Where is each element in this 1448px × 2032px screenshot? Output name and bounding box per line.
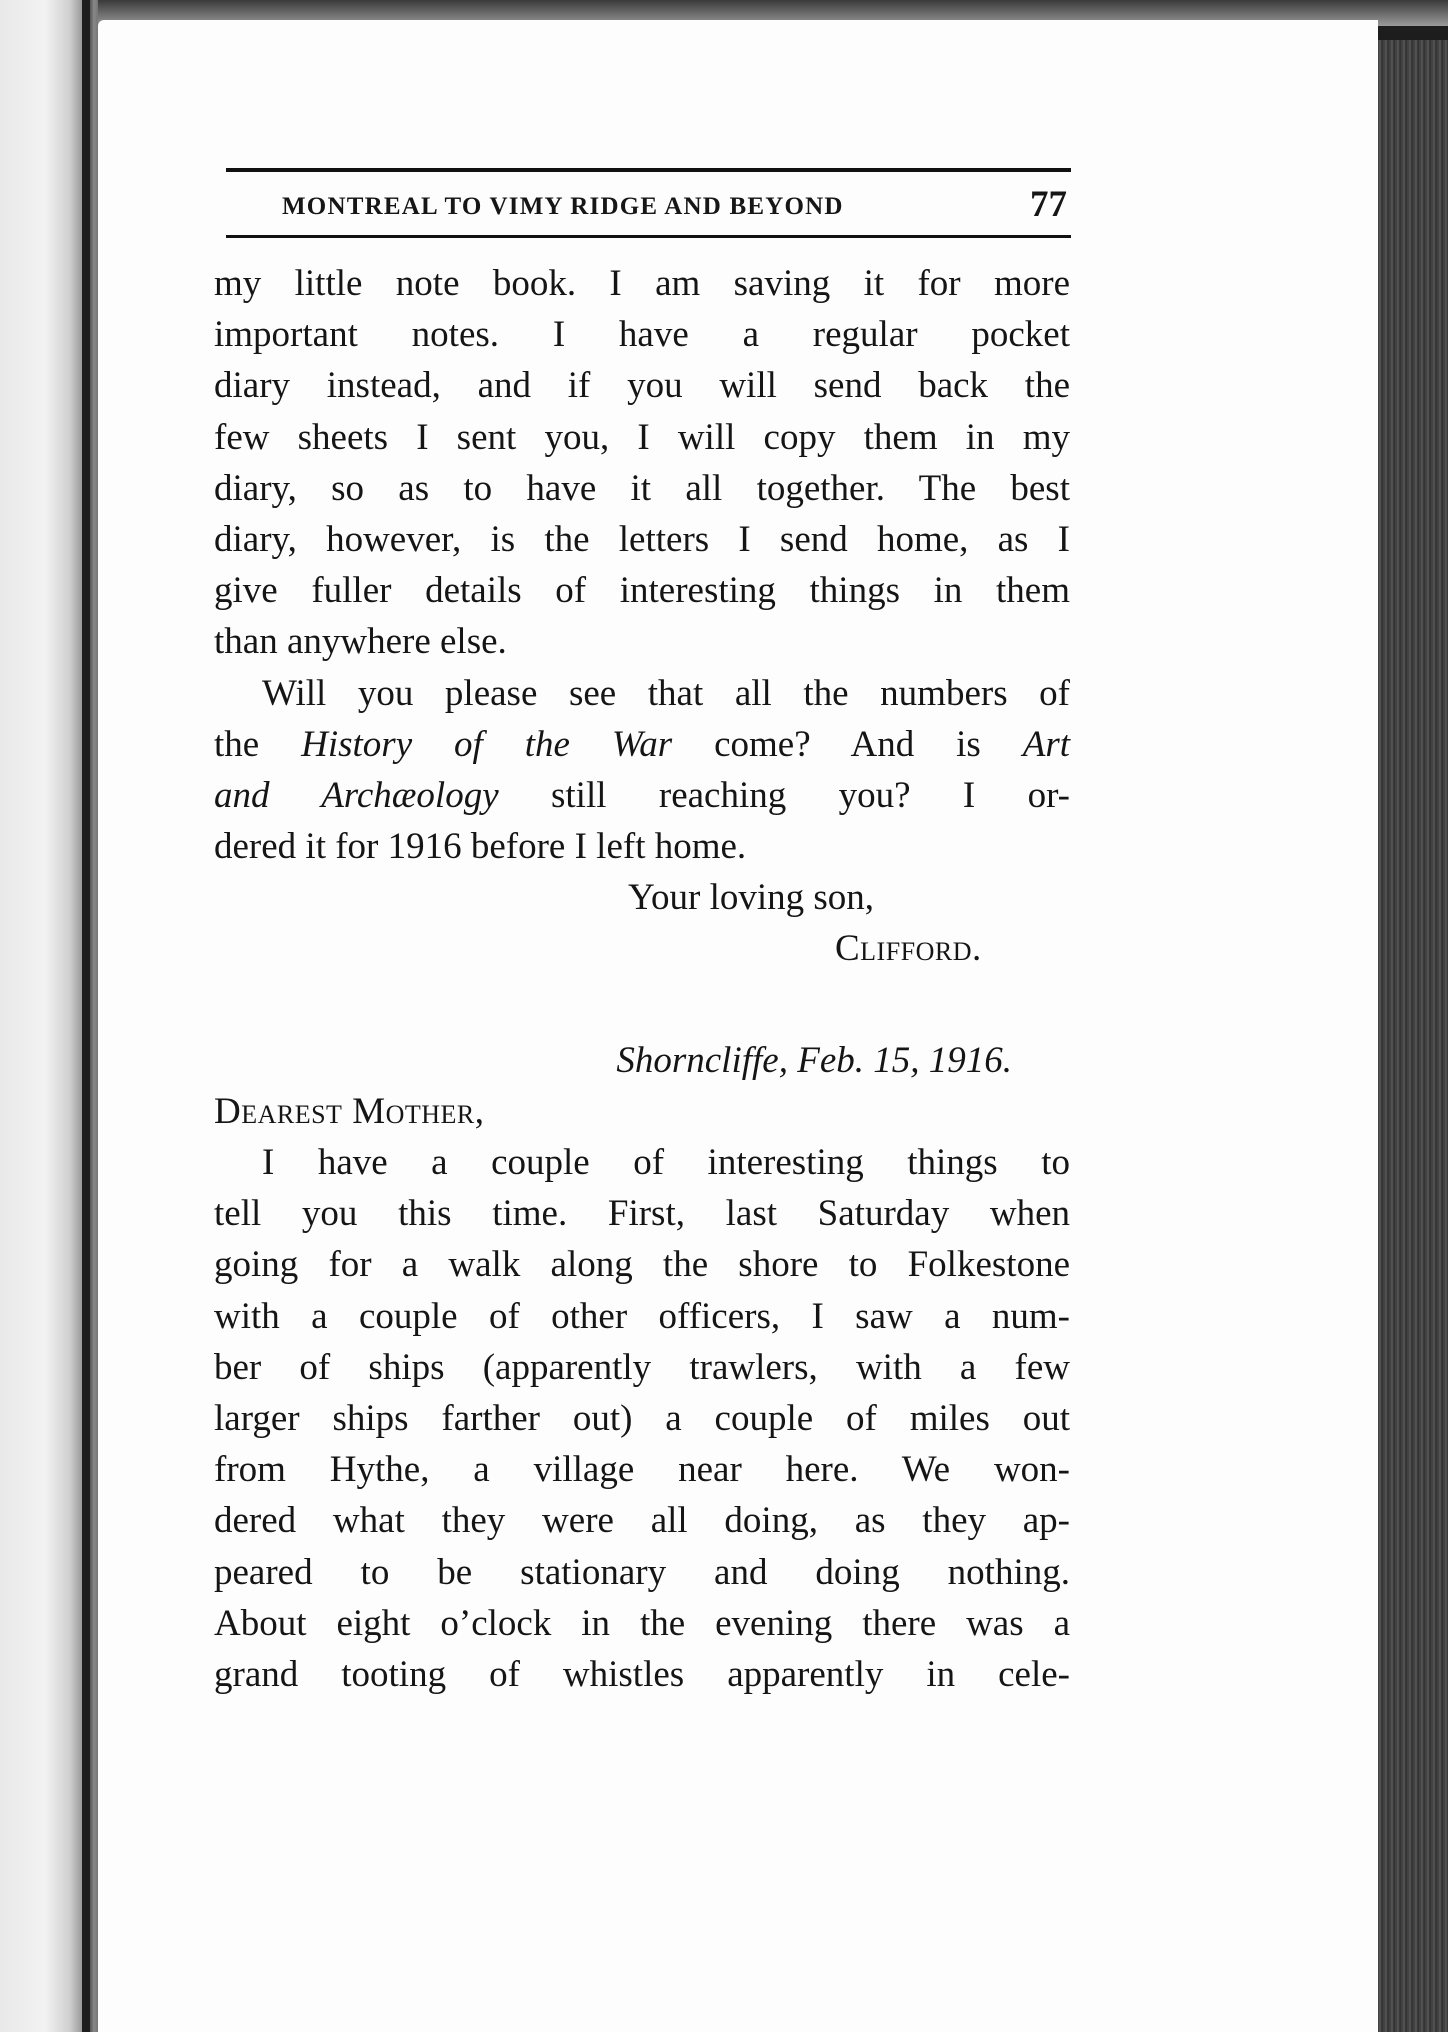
text-run: the [214,723,302,765]
text-line: grand tooting of whistles apparently in cele- [214,1653,1070,1695]
text-line: diary, however, is the letters I send home, as I [214,518,1070,560]
text-line: my little note book. I am saving it for more [214,263,1070,304]
page-number: 77 [1030,184,1067,225]
header-rule-bottom [226,235,1071,238]
periodical-title-part: Art [1022,723,1071,765]
text-line: I have a couple of interesting things to [262,1142,1070,1183]
text-line: with a couple of other officers, I saw a num- [214,1295,1070,1337]
text-line: diary instead, and if you will send back the [214,365,1070,407]
letter-closing: Your loving son, [628,877,875,919]
running-head [226,185,1071,231]
text-line: important notes. I have a regular pocket [214,314,1070,356]
text-line: peared to be stationary and doing nothing. [214,1551,1070,1593]
text-line: from Hythe, a village near here. We won- [214,1449,1070,1491]
text-run: come? And is [672,723,1023,765]
text-line: diary, so as to have it all together. The best [214,467,1070,509]
text-run: still reaching you? I or- [498,774,1070,816]
running-title: MONTREAL TO VIMY RIDGE AND BEYOND [282,193,844,220]
letter-salutation: Dearest Mother, [214,1090,485,1132]
text-line: going for a walk along the shore to Folkestone [214,1244,1070,1286]
periodical-title-part: and Archæology [214,774,499,816]
text-line: few sheets I sent you, I will copy them in my [214,416,1070,458]
text-line: give fuller details of interesting things in them [214,570,1070,612]
text-line: About eight o’clock in the evening there was a [214,1602,1070,1644]
text-line: dered what they were all doing, as they ap- [214,1500,1070,1542]
page-stack-edge [1378,40,1448,2032]
text-line: than anywhere else. [214,621,507,663]
letter-signature: Clifford. [835,928,982,970]
section-gap [214,975,1070,1035]
text-line: dered it for 1916 before I left home. [214,826,747,868]
text-line: ber of ships (apparently trawlers, with a few [214,1346,1070,1388]
text-line [214,770,1070,821]
text-line: Will you please see that all the numbers of [262,672,1070,714]
page-body [214,258,1070,1700]
header-rule-top [226,168,1071,172]
text-line: tell you this time. First, last Saturday when [214,1193,1070,1235]
text-line [214,719,1070,770]
text-line: larger ships farther out) a couple of miles out [214,1397,1070,1439]
letter-dateline: Shorncliffe, Feb. 15, 1916. [616,1039,1012,1081]
book-title-history-of-the-war: History of the War [301,723,673,765]
left-facing-page-edge [0,0,82,2032]
